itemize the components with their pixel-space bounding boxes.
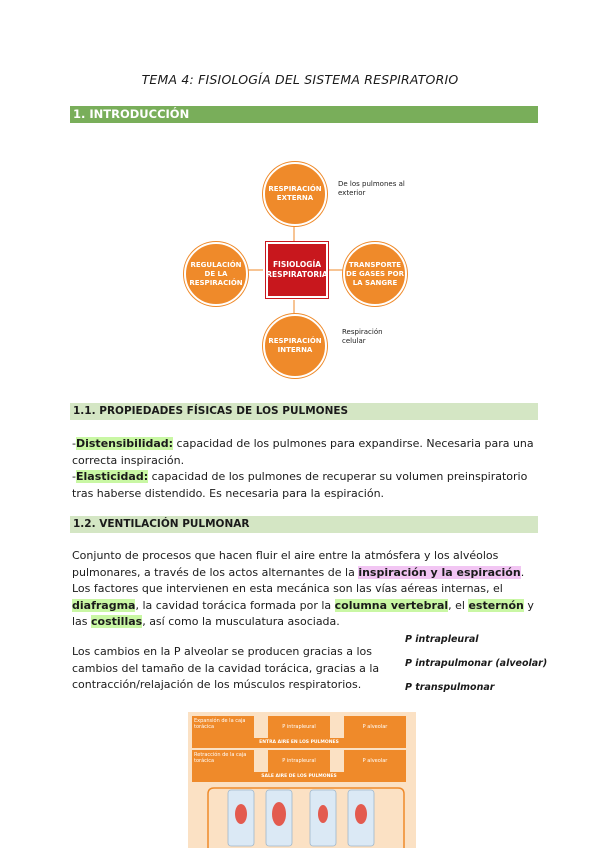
subsection-propiedades: 1.1. PROPIEDADES FÍSICAS DE LOS PULMONES [70,403,538,420]
vent-text-2: . Los factores que intervienen en esta mecánica son las vías aéreas internas, el [72,565,525,595]
vent-text-6: , así como la musculatura asociada. [142,615,340,628]
circle-respiracion-externa: RESPIRACIÓN EXTERNA [263,162,327,226]
physiology-diagram [160,150,460,380]
note-respiracion-externa: De los pulmones al exterior [338,180,405,197]
fig-p-alveolar-a: P alveolar [344,716,406,738]
fig-p-intrapleural-a: P intrapleural [268,716,330,738]
pressure-intrapleural: P intrapleural [405,634,479,645]
distensibilidad-term: Distensibilidad: [75,437,174,450]
pressure-transpulmonar: P transpulmonar [405,682,495,693]
ventilacion-paragraph [72,548,542,631]
fig-sale-aire-bar: SALE AIRE DE LOS PULMONES [192,772,406,782]
elasticidad-term: Elasticidad: [75,470,149,483]
pressure-intrapulmonar: P intrapulmonar (alveolar) [405,658,548,669]
highlight-costillas: costillas [91,615,143,628]
vent-text-1: Conjunto de procesos que hacen fluir el aire entre la atmósfera y los alvéolos pulmonares, a través de los actos alternantes de la [72,549,499,579]
vent-text-5: y las [72,598,534,628]
elasticidad-text: capacidad de los pulmones de recuperar su volumen preinspiratorio tras haberse distendido. Es necesaria para la espiración. [72,470,528,500]
section-introduccion: 1. INTRODUCCIÓN [70,106,538,123]
fig-entra-aire-bar: ENTRA AIRE EN LOS PULMONES [192,738,406,748]
fig-lung-jars [188,784,416,848]
highlight-columna-vertebral: columna vertebral [334,598,449,612]
ventilation-figure [188,712,416,848]
fig-retraccion-box: Retracción de la caja torácica [192,750,254,772]
propiedades-paragraph [72,436,542,502]
vent-text-3: , la cavidad torácica formada por la [135,598,335,612]
center-fisiologia-respiratoria: FISIOLOGÍA RESPIRATORIA [266,242,328,298]
subsection-ventilacion: 1.2. VENTILACIÓN PULMONAR [70,516,538,533]
highlight-inspiracion-espiracion: inspiración y la espiración [358,565,521,579]
circle-respiracion-interna: RESPIRACIÓN INTERNA [263,314,327,378]
note-respiracion-interna: Respiración celular [342,328,383,345]
distensibilidad-line: -Distensibilidad: capacidad de los pulmones para expandirse. Necesaria para una correcta inspiración. [72,437,534,467]
vent-text-4: , el [448,598,469,612]
circle-transporte-gases: TRANSPORTE DE GASES POR LA SANGRE [343,242,407,306]
highlight-esternon: esternón [468,598,524,612]
fig-p-alveolar-b: P alveolar [344,750,406,772]
page-title: TEMA 4: FISIOLOGÍA DEL SISTEMA RESPIRATORIO [141,72,459,87]
fig-p-intrapleural-b: P intrapleural [268,750,330,772]
cambios-paragraph: Los cambios en la P alveolar se producen gracias a los cambios del tamaño de la cavidad torácica, gracias a la contracción/relajación de los músculos respiratorios. [72,645,380,691]
circle-regulacion: REGULACIÓN DE LA RESPIRACIÓN [184,242,248,306]
fig-expansion-box: Expansión de la caja torácica [192,716,254,738]
distensibilidad-text: capacidad de los pulmones para expandirse. Necesaria para una correcta inspiración. [72,437,534,467]
highlight-diafragma: diafragma [72,598,136,612]
elasticidad-line: -Elasticidad: capacidad de los pulmones de recuperar su volumen preinspiratorio tras haberse distendido. Es necesaria para la espiración. [72,470,528,500]
